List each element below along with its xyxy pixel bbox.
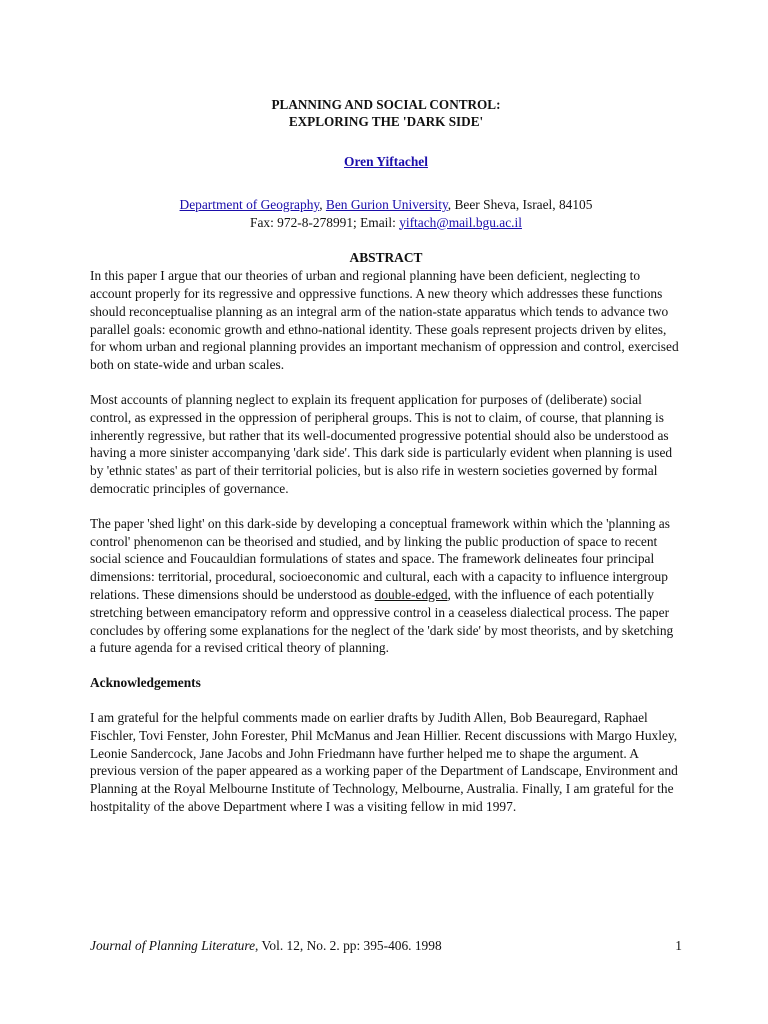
paper-title-line-2: EXPLORING THE 'DARK SIDE': [288, 114, 484, 129]
double-edged-underlined: double-edged: [374, 586, 448, 602]
abstract-paragraph-3: [90, 515, 682, 657]
affiliation-line: [90, 196, 682, 214]
affiliation-separator: ,: [319, 196, 326, 212]
author-link[interactable]: Oren Yiftachel: [344, 154, 428, 169]
abstract-paragraph-1: In this paper I argue that our theories of urban and regional planning have been deficient, neglecting to account properly for its regressive and oppressive functions. A new theory which addresses these functions should reconceptualise planning as an integral arm of the nation-state apparatus which tends to advance two parallel goals: economic growth and ethno-national identity. These goals represent projects driven by elites, for whom urban and regional planning provides an important mechanism of oppression and control, exercised both on state-wide and urban scales.: [90, 268, 679, 373]
page-number: 1: [675, 938, 682, 953]
page-footer: [90, 937, 682, 955]
author-name: [90, 153, 682, 171]
abstract-heading: ABSTRACT: [349, 250, 423, 266]
paragraph-3-start: The paper 'shed light' on this dark-side by developing a conceptual framework within which the 'planning as control' phenomenon can be theorised and studied, and by linking the public production of space to recent social science and Foucauldian formulations of states and space. The framework delineates four principal dimensions: territorial, procedural, socioeconomic and cultural, each with a capacity to influence intergroup relations. These dimensions should be understood as: [90, 515, 670, 602]
citation-details: , Vol. 12, No. 2. pp: 395-406. 1998: [255, 938, 442, 953]
affiliation-block: [90, 196, 682, 232]
paragraph-3-end: , with the influence of each potentially stretching between emancipatory reform and oppressive control in a ceaseless dialectical process. The paper concludes by offering some explanations for the neglect of the 'dark side' by most theorists, and by sketching a future agenda for a revised critical theory of planning.: [90, 586, 674, 656]
affiliation-location: , Beer Sheva, Israel, 84105: [447, 196, 593, 212]
email-link[interactable]: yiftach@mail.bgu.ac.il: [399, 214, 522, 230]
citation: [90, 937, 442, 955]
acknowledgements-heading: Acknowledgements: [90, 675, 201, 691]
contact-line: [90, 214, 682, 232]
paper-page: [90, 96, 682, 816]
department-link[interactable]: Department of Geography: [179, 196, 320, 212]
contact-prefix: Fax: 972-8-278991; Email:: [250, 214, 400, 230]
acknowledgements-paragraph: I am grateful for the helpful comments made on earlier drafts by Judith Allen, Bob Beauregard, Raphael Fischler, Tovi Fenster, John Forester, Phil McManus and Jean Hillier. Recent discussions with Margo Huxley, Leonie Sandercock, Jane Jacobs and John Friedmann have further helped me to shape the argument. A previous version of the paper appeared as a working paper of the Department of Landscape, Environment and Planning at the Royal Melbourne Institute of Technology, Melbourne, Australia. Finally, I am grateful for the hostpitality of the above Department where I was a visiting fellow in mid 1997.: [90, 709, 678, 814]
university-link[interactable]: Ben Gurion University: [325, 196, 448, 212]
journal-name: Journal of Planning Literature: [90, 938, 256, 953]
abstract-paragraph-2: Most accounts of planning neglect to explain its frequent application for purposes of (deliberate) social control, as expressed in the oppression of peripheral groups. This is not to claim, of course, that planning is inherently regressive, but rather that its well-documented progressive potential should also be understood as having a more sinister accompanying 'dark side'. This dark side is particularly evident when planning is used by 'ethnic states' as part of their territorial policies, but is also rife in western societies governed by formal democratic principles of governance.: [90, 391, 673, 496]
paper-title-line-1: PLANNING AND SOCIAL CONTROL:: [271, 97, 501, 112]
